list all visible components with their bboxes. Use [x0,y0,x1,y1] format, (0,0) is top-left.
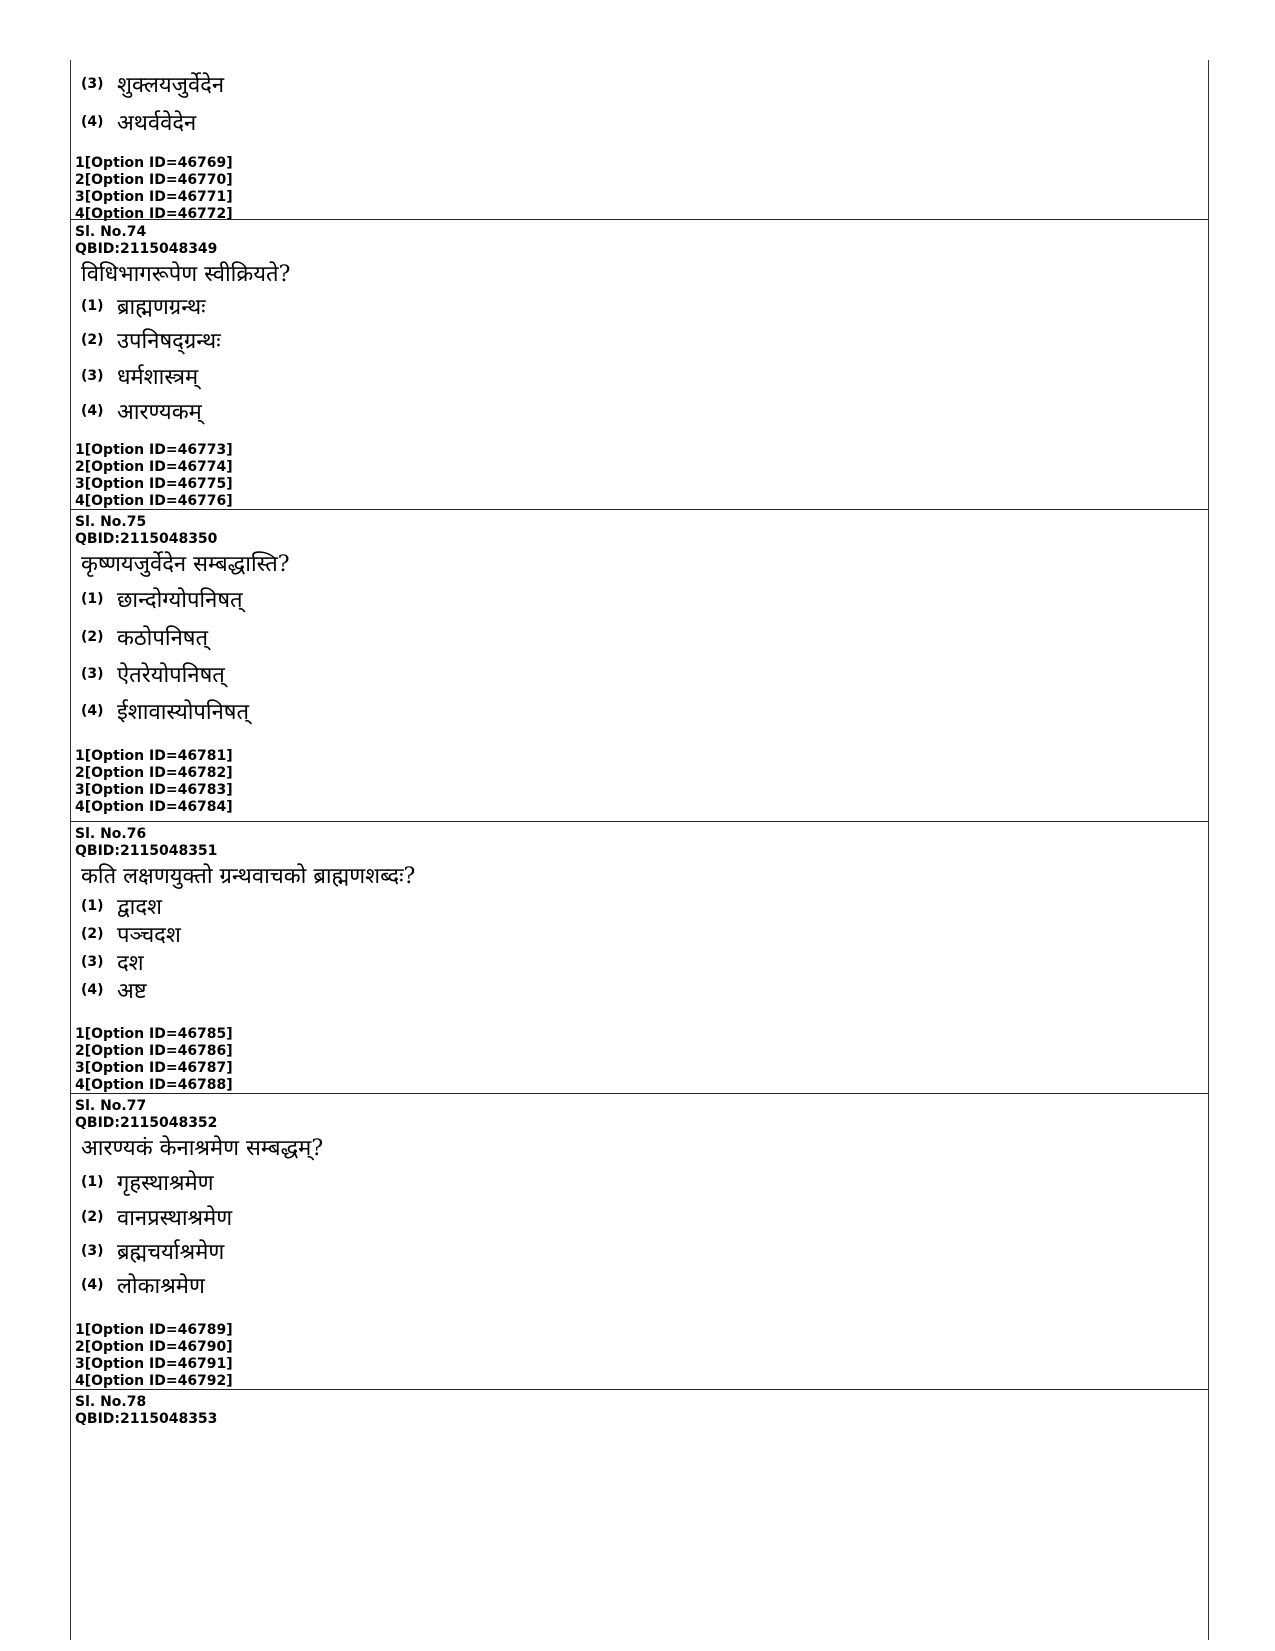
question-divider [71,219,1208,220]
question-paper-frame [70,60,1209,1640]
option-number: (2) [81,628,104,645]
option-text: ऐतरेयोपनिषत् [117,662,225,688]
option-id: 1[Option ID=46773] [75,442,233,458]
option-1 [81,290,1208,322]
option-text: धर्मशास्त्रम् [117,365,199,390]
question-divider [71,1389,1208,1390]
option-number: (3) [81,665,104,682]
option-2 [81,618,1208,655]
qbid: QBID:2115048350 [75,531,218,547]
option-id: 2[Option ID=46774] [75,459,233,475]
option-id: 3[Option ID=46787] [75,1060,233,1076]
option-id: 2[Option ID=46770] [75,172,233,188]
option-id: 1[Option ID=46781] [75,748,233,764]
question-78 [71,1394,1208,1428]
option-id: 3[Option ID=46791] [75,1356,233,1372]
option-text: ईशावास्योपनिषत् [117,700,250,725]
option-number: (3) [81,368,104,384]
option-2 [81,920,1208,948]
option-4 [81,976,1208,1004]
option-text: गृहस्थाश्रमेण [117,1171,214,1196]
option-3 [81,948,1208,976]
option-number: (2) [81,332,104,348]
question-73-continuation [71,65,1208,223]
option-number: (3) [81,954,104,970]
option-id: 1[Option ID=46785] [75,1026,233,1042]
option-4 [81,692,1208,730]
option-id: 1[Option ID=46789] [75,1322,233,1338]
option-id: 3[Option ID=46771] [75,189,233,205]
option-number: (1) [81,898,104,914]
option-number: (2) [81,1209,104,1225]
option-number: (3) [81,1243,104,1259]
option-4 [81,103,1208,141]
serial-number: Sl. No.78 [75,1394,147,1410]
option-text: आरण्यकम् [117,400,202,425]
option-text: उपनिषद्ग्रन्थः [117,329,221,354]
option-3 [81,358,1208,394]
question-75 [71,514,1208,816]
option-number: (1) [81,298,104,314]
serial-number: Sl. No.74 [75,224,147,240]
question-76 [71,826,1208,1094]
option-2 [81,1200,1208,1234]
option-id-list [75,748,1208,816]
option-3 [81,1234,1208,1268]
option-id: 1[Option ID=46769] [75,155,233,171]
option-text: दश [117,951,144,976]
option-number: (4) [81,703,104,719]
option-id: 4[Option ID=46776] [75,493,233,509]
option-3 [81,65,1208,103]
serial-number: Sl. No.75 [75,514,147,530]
option-text: ब्रह्मचर्याश्रमेण [117,1240,225,1265]
qbid: QBID:2115048349 [75,241,218,257]
option-id-list [75,1026,1208,1094]
option-number: (1) [81,591,104,607]
option-id-list [75,1322,1208,1390]
qbid: QBID:2115048351 [75,843,218,859]
option-text: ब्राह्मणग्रन्थः [117,295,206,320]
option-text: कठोपनिषत् [117,625,209,651]
question-text: विधिभागरूपेण स्वीक्रियते? [81,262,291,287]
option-3 [81,655,1208,692]
option-text: द्वादश [117,895,162,920]
option-id: 4[Option ID=46792] [75,1373,233,1389]
option-id: 4[Option ID=46784] [75,799,233,815]
question-divider [71,1093,1208,1094]
option-number: (2) [81,926,104,942]
option-id: 4[Option ID=46788] [75,1077,233,1093]
option-id: 3[Option ID=46775] [75,476,233,492]
option-4 [81,394,1208,428]
option-id: 3[Option ID=46783] [75,782,233,798]
option-number: (4) [81,114,104,130]
qbid: QBID:2115048352 [75,1115,218,1131]
option-text: वानप्रस्थाश्रमेण [117,1206,233,1231]
question-77 [71,1098,1208,1390]
option-text: छान्दोग्योपनिषत् [117,588,243,613]
option-id: 4[Option ID=46772] [75,206,233,222]
option-text: लोकाश्रमेण [117,1274,205,1299]
option-1 [81,1164,1208,1200]
option-text: अथर्ववेदेन [117,111,197,136]
option-id-list [75,155,1208,223]
question-74 [71,224,1208,510]
option-id-list [75,442,1208,510]
option-number: (4) [81,1277,104,1293]
option-number: (1) [81,1174,104,1190]
option-text: अष्ट [117,979,147,1004]
option-text: पञ्चदश [117,923,181,948]
option-id: 2[Option ID=46782] [75,765,233,781]
option-text: शुक्लयजुर्वेदेन [117,73,225,98]
option-number: (4) [81,403,104,419]
question-divider [71,509,1208,510]
question-divider [71,821,1208,822]
option-number: (3) [81,76,104,92]
serial-number: Sl. No.77 [75,1098,147,1114]
option-4 [81,1268,1208,1302]
option-number: (4) [81,982,104,998]
question-text: कृष्णयजुर्वेदेन सम्बद्धास्ति? [81,552,290,577]
option-1 [81,580,1208,618]
option-1 [81,892,1208,920]
serial-number: Sl. No.76 [75,826,147,842]
option-2 [81,322,1208,358]
question-text: कति लक्षणयुक्तो ग्रन्थवाचको ब्राह्मणशब्दः? [81,864,416,889]
question-text: आरण्यकं केनाश्रमेण सम्बद्धम्? [81,1136,324,1161]
option-id: 2[Option ID=46790] [75,1339,233,1355]
qbid: QBID:2115048353 [75,1411,218,1427]
option-id: 2[Option ID=46786] [75,1043,233,1059]
